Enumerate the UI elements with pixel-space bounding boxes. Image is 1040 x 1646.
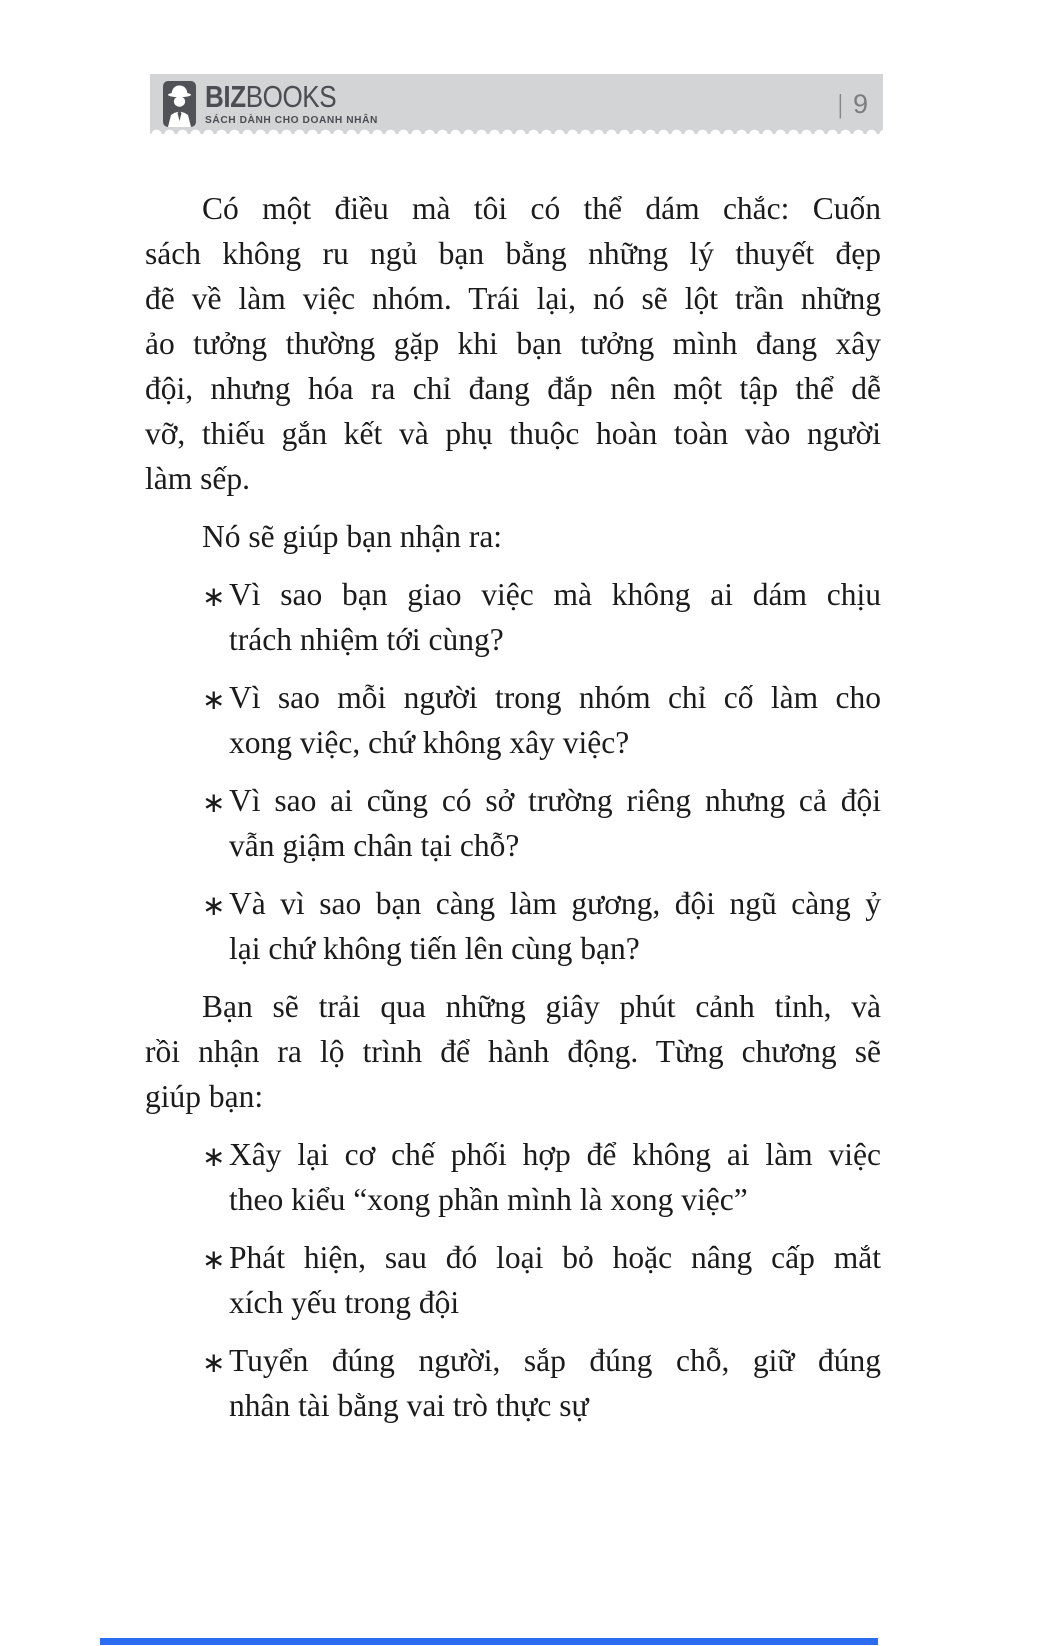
bullet-item bbox=[202, 1338, 881, 1428]
text-line: Tuyển đúng người, sắp đúng chỗ, giữ đúng bbox=[229, 1343, 881, 1378]
bullet-text bbox=[229, 1235, 881, 1325]
bullet-text bbox=[229, 1338, 881, 1428]
bullet-item bbox=[202, 881, 881, 971]
bullet-item bbox=[202, 1132, 881, 1222]
header-band bbox=[150, 74, 883, 134]
text-line: Vì sao bạn giao việc mà không ai dám chịu bbox=[229, 577, 881, 612]
bullet-text bbox=[229, 572, 881, 662]
text-line: Vì sao ai cũng có sở trường riêng nhưng cả đội bbox=[229, 783, 881, 818]
bullet-item bbox=[202, 1235, 881, 1325]
bullet-marker: ∗ bbox=[202, 685, 226, 716]
text-line: ảo tưởng thường gặp khi bạn tưởng mình đang xây bbox=[145, 326, 881, 361]
text-line: xích yếu trong đội bbox=[229, 1285, 460, 1320]
brand-part2: BOOKS bbox=[245, 79, 337, 114]
page-number-block bbox=[837, 89, 868, 120]
page-body bbox=[145, 186, 881, 1428]
bullet-marker: ∗ bbox=[202, 891, 226, 922]
brand-part1: BIZ bbox=[205, 79, 246, 114]
bullet-marker: ∗ bbox=[202, 582, 226, 613]
text-line: giúp bạn: bbox=[145, 1079, 264, 1114]
text-line: Và vì sao bạn càng làm gương, đội ngũ càng ỷ bbox=[229, 886, 881, 921]
bullet-marker: ∗ bbox=[202, 1348, 226, 1379]
bizbooks-logo-icon bbox=[163, 81, 196, 127]
text-line: sách không ru ngủ bạn bằng những lý thuyết đẹp bbox=[145, 236, 881, 271]
text-line: Có một điều mà tôi có thể dám chắc: Cuốn bbox=[202, 191, 881, 226]
bullet-item bbox=[202, 572, 881, 662]
bullet-text bbox=[229, 778, 881, 868]
text-line: Nó sẽ giúp bạn nhận ra: bbox=[202, 519, 503, 554]
bullet-item bbox=[202, 778, 881, 868]
bullet-item bbox=[202, 675, 881, 765]
text-line: Vì sao mỗi người trong nhóm chỉ cố làm cho bbox=[229, 680, 881, 715]
paragraph bbox=[145, 984, 881, 1119]
page-number: 9 bbox=[852, 88, 868, 119]
text-line: trách nhiệm tới cùng? bbox=[229, 622, 504, 657]
paragraph bbox=[145, 186, 881, 501]
text-line: xong việc, chứ không xây việc? bbox=[229, 725, 630, 760]
bullet-text bbox=[229, 1132, 881, 1222]
bullet-text bbox=[229, 675, 881, 765]
text-line: Xây lại cơ chế phối hợp để không ai làm việc bbox=[229, 1137, 881, 1172]
text-line: đẽ về làm việc nhóm. Trái lại, nó sẽ lột trần những bbox=[145, 281, 881, 316]
brand-tagline: SÁCH DÀNH CHO DOANH NHÂN bbox=[205, 114, 378, 126]
text-line: vẫn giậm chân tại chỗ? bbox=[229, 828, 520, 863]
text-line: vỡ, thiếu gắn kết và phụ thuộc hoàn toàn vào người bbox=[145, 416, 881, 451]
bullet-marker: ∗ bbox=[202, 1245, 226, 1276]
text-line: Phát hiện, sau đó loại bỏ hoặc nâng cấp mắt bbox=[229, 1240, 881, 1275]
brand-name bbox=[205, 79, 355, 114]
text-line: Bạn sẽ trải qua những giây phút cảnh tỉnh, và bbox=[202, 989, 881, 1024]
bullet-text bbox=[229, 881, 881, 971]
brand-block bbox=[205, 79, 383, 126]
text-line: nhân tài bằng vai trò thực sự bbox=[229, 1388, 589, 1423]
paragraph bbox=[145, 514, 881, 559]
bullet-marker: ∗ bbox=[202, 788, 226, 819]
bullet-marker: ∗ bbox=[202, 1142, 226, 1173]
page-number-separator: | bbox=[838, 88, 843, 119]
text-line: làm sếp. bbox=[145, 461, 250, 496]
footer-accent-bar bbox=[100, 1638, 878, 1645]
text-line: đội, nhưng hóa ra chỉ đang đắp nên một tập thể dễ bbox=[145, 371, 881, 406]
text-line: theo kiểu “xong phần mình là xong việc” bbox=[229, 1182, 748, 1217]
text-line: rồi nhận ra lộ trình để hành động. Từng chương sẽ bbox=[145, 1034, 881, 1069]
text-line: lại chứ không tiến lên cùng bạn? bbox=[229, 931, 640, 966]
